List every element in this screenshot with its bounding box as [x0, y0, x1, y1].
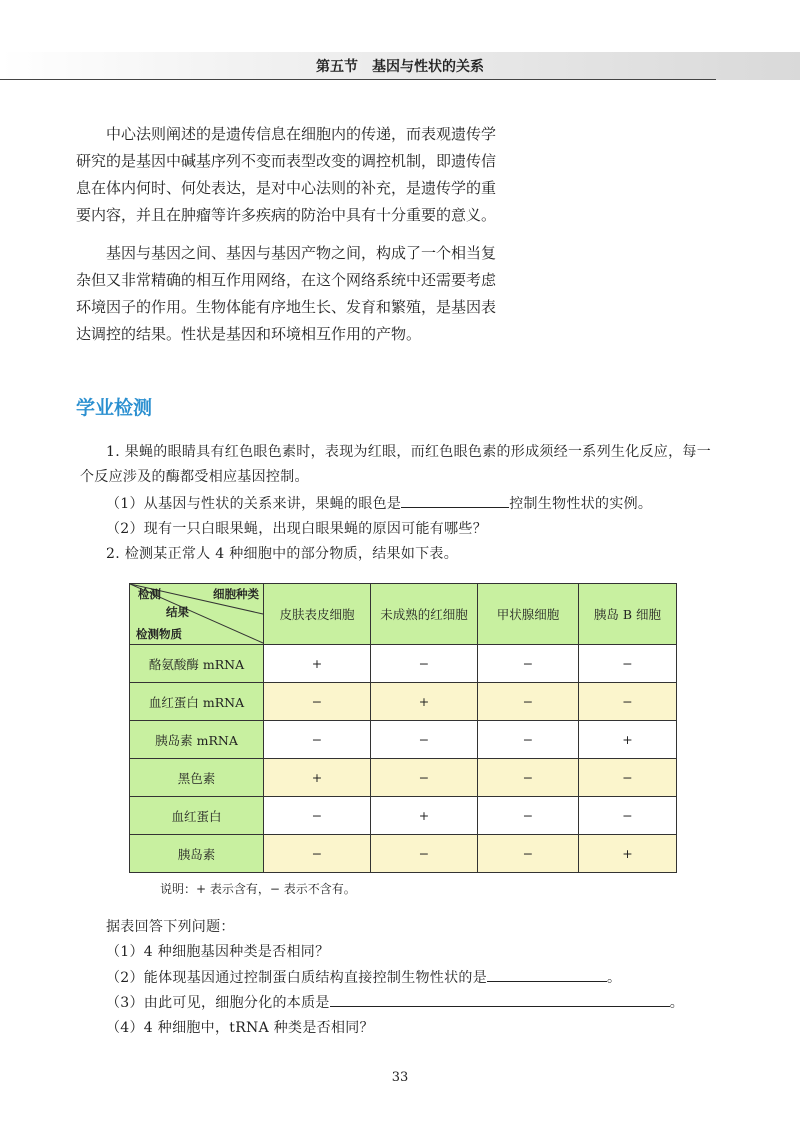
q2-sub3 — [106, 992, 684, 1014]
table-cell: − — [579, 759, 677, 797]
q2-sub4: （4）4 种细胞中，tRNA 种类是否相同？ — [106, 1020, 374, 1036]
results-table — [129, 583, 677, 873]
table-row — [130, 721, 677, 759]
table-cell: + — [264, 759, 371, 797]
q2-sub3-blank[interactable] — [330, 992, 670, 1007]
q2-lead: 据表回答下列问题： — [106, 919, 235, 935]
table-cell: − — [478, 835, 579, 873]
q1-sub1-blank[interactable] — [401, 493, 509, 508]
q2-sub3-tail: 。 — [669, 995, 685, 1011]
row-label: 黑色素 — [130, 759, 264, 797]
q2-sub3-text: （3）由此可见，细胞分化的本质是 — [106, 995, 330, 1011]
corner-label-result: 结果 — [166, 605, 189, 619]
table-cell: − — [371, 645, 478, 683]
header-rule — [0, 79, 716, 80]
q2-sub2-blank[interactable] — [487, 967, 607, 982]
paragraph-2: 基因与基因之间、基因与基因产物之间，构成了一个相当复杂但又非常精确的相互作用网络，在这个网络系统中还需要考虑环境因子的作用。生物体能有序地生长、发育和繁殖，是基因表达调控的结果。性状是基因和环境相互作用的产物。 — [76, 244, 497, 343]
row-label: 血红蛋白 — [130, 797, 264, 835]
table-cell: − — [579, 683, 677, 721]
table-cell: − — [478, 721, 579, 759]
table-row — [130, 759, 677, 797]
q2-sub1: （1）4 种细胞基因种类是否相同？ — [106, 944, 330, 960]
row-label: 血红蛋白 mRNA — [130, 683, 264, 721]
column-header: 未成熟的红细胞 — [371, 584, 478, 645]
table-cell: − — [478, 683, 579, 721]
q1-stem: 1. 果蝇的眼睛具有红色眼色素时，表现为红眼，而红色眼色素的形成须经一系列生化反应，每一个反应涉及的酶都受相应基因控制。 — [80, 444, 712, 485]
table-cell: − — [478, 797, 579, 835]
column-header: 甲状腺细胞 — [478, 584, 579, 645]
table-cell: + — [264, 645, 371, 683]
table-cell: + — [579, 721, 677, 759]
table-cell: − — [579, 645, 677, 683]
column-header: 胰岛 B 细胞 — [579, 584, 677, 645]
table-cell: − — [371, 721, 478, 759]
table-row — [130, 797, 677, 835]
table-cell: + — [371, 683, 478, 721]
q2-sub2-text: （2）能体现基因通过控制蛋白质结构直接控制生物性状的是 — [106, 970, 488, 986]
table-cell: − — [478, 645, 579, 683]
q1-sub1 — [106, 493, 652, 515]
table-cell: − — [264, 721, 371, 759]
row-label: 酪氨酸酶 mRNA — [130, 645, 264, 683]
table-row — [130, 835, 677, 873]
q2-stem: 2. 检测某正常人 4 种细胞中的部分物质，结果如下表。 — [106, 546, 459, 562]
q1-sub1-text: （1）从基因与性状的关系来讲，果蝇的眼色是 — [106, 496, 402, 512]
table-cell: + — [371, 797, 478, 835]
table-note: 说明：+ 表示含有，− 表示不含有。 — [160, 882, 356, 896]
row-label: 胰岛素 mRNA — [130, 721, 264, 759]
q1-sub1-tail: 控制生物性状的实例。 — [509, 496, 653, 512]
table-cell: − — [371, 759, 478, 797]
corner-label-test: 检测 — [138, 587, 161, 601]
table-cell: − — [579, 797, 677, 835]
table-cell: − — [264, 683, 371, 721]
corner-label-substance: 检测物质 — [136, 627, 182, 641]
corner-label-cell-type: 细胞种类 — [213, 587, 259, 601]
row-label: 胰岛素 — [130, 835, 264, 873]
q1-sub2: （2）现有一只白眼果蝇，出现白眼果蝇的原因可能有哪些？ — [106, 521, 488, 537]
table-cell: − — [371, 835, 478, 873]
table-cell: − — [264, 797, 371, 835]
table-cell: − — [264, 835, 371, 873]
q2-sub2 — [106, 967, 621, 989]
table-row — [130, 645, 677, 683]
paragraph-1: 中心法则阐述的是遗传信息在细胞内的传递，而表观遗传学研究的是基因中碱基序列不变而表型改变的调控机制，即遗传信息在体内何时、何处表达，是对中心法则的补充，是遗传学的重要内容，并且在肿瘤等许多疾病的防治中具有十分重要的意义。 — [76, 125, 497, 224]
table-corner-cell — [130, 584, 264, 645]
column-header: 皮肤表皮细胞 — [264, 584, 371, 645]
section-title: 学业检测 — [76, 397, 153, 419]
table-row — [130, 683, 677, 721]
table-header-row — [130, 584, 677, 645]
table-cell: + — [579, 835, 677, 873]
running-header: 第五节 基因与性状的关系 — [316, 59, 484, 75]
page-number: 33 — [391, 1070, 409, 1085]
q2-sub2-tail: 。 — [607, 970, 622, 986]
table-cell: − — [478, 759, 579, 797]
